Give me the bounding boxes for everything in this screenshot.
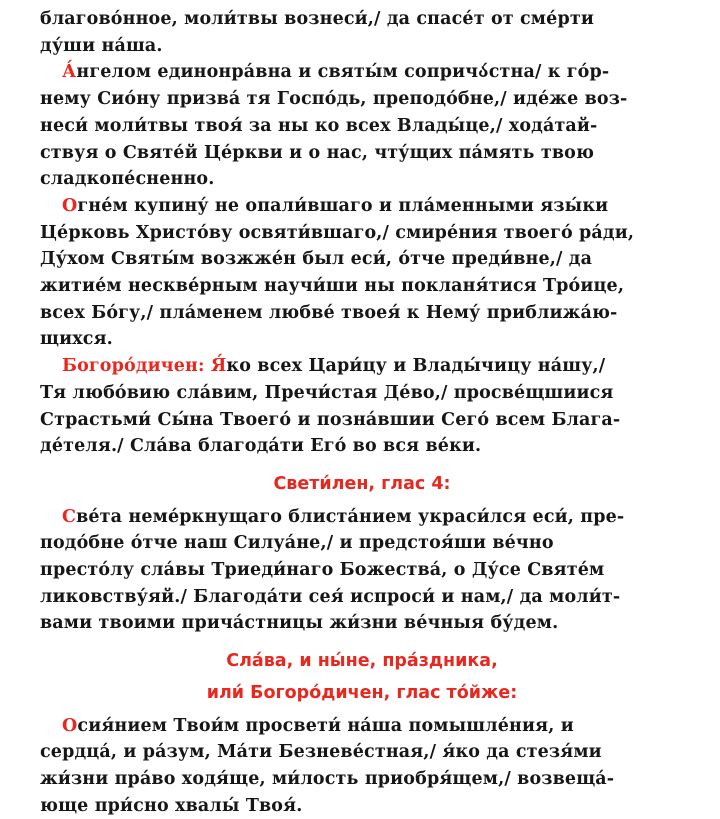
drop-letter: А́ [62, 62, 77, 83]
troparion-fire [40, 193, 684, 353]
text-line [40, 504, 684, 531]
text-line-body: сия́нием Твои́м просвети́ на́ша помышле́ния, и [77, 715, 574, 736]
text-line: жи́зни пра́во ходя́ще, ми́лость приобря́щем,/ возвеща́- [40, 768, 615, 789]
text-line: благово́нное, моли́твы вознеси́,/ да спасе́т от сме́рти [40, 9, 594, 29]
text-line-body: ко всех Цари́цу и Влады́чицу на́шу,/ [226, 356, 606, 377]
troparion-continuation [40, 6, 684, 59]
text-line: ду́ши на́ша. [40, 35, 163, 56]
text-line: нему Сио́ну призва́ тя Госпо́дь, преподо́бне,/ иде́же воз- [40, 89, 628, 110]
text-line: житие́м нескве́рным научи́ши ны покланя́тися Тро́ице, [40, 276, 625, 297]
section-heading-slava: Сла́ва, и ны́не, пра́здника, [226, 651, 498, 672]
text-line: сердца́, и ра́зум, Ма́ти Безневе́стная,/ я́ко да стезя́ми [40, 742, 602, 763]
text-line [40, 59, 684, 86]
theotokion [40, 353, 684, 460]
text-line: ликовству́яй./ Благода́ти сея́ испроси́ и нам,/ да моли́т- [40, 586, 621, 607]
troparion-angelic [40, 59, 684, 193]
theotokion-label: Богоро́дичен: Я́ [62, 356, 227, 377]
text-line: сладкопе́сненно. [40, 169, 215, 190]
text-line: ствуя о Святе́й Це́ркви и о нас, чту́щих па́мять твою [40, 142, 595, 163]
text-line: подо́бне о́тче наш Силуа́не,/ и предстоя́ши ве́чно [40, 533, 554, 554]
text-line: юще при́сно хвалы́ Твоя́. [40, 795, 303, 816]
text-line: Тя любо́вию сла́вим, Пречи́стая Де́во,/ просве́щшиися [40, 382, 614, 403]
text-line [40, 713, 684, 740]
text-line-body: гне́м купину́ не опали́вшаго и пла́менными язы́ки [77, 195, 609, 216]
drop-letter: С [62, 506, 77, 527]
text-line: всех Бо́гу,/ пла́менем любве́ твоея́ к Нему́ приближа́ю- [40, 302, 618, 323]
text-line: Це́рковь Христо́ву освяти́вшаго,/ смире́ния твоего́ ра́ди, [40, 222, 635, 243]
drop-letter: О [62, 715, 78, 736]
text-line: вами твоими прича́стницы жи́зни ве́чныя бу́дем. [40, 613, 559, 634]
text-line: де́теля./ Сла́ва благода́ти Его́ во вся ве́ки. [40, 436, 482, 457]
section-heading-svetilen: Свети́лен, глас 4: [273, 473, 451, 494]
text-line: щихся. [40, 329, 113, 350]
section-heading-theotokion: или́ Богоро́дичен, глас то́йже: [206, 682, 518, 703]
text-line: неси́ моли́твы твоя́ за ны ко всех Влады́це,/ хода́тай- [40, 115, 598, 136]
text-line-body: ве́та неме́ркнущаго блиста́нием украси́лся еси́, пре- [76, 506, 625, 527]
text-line: Ду́хом Святы́м возжже́н был еси́, о́тче преди́вне,/ да [40, 249, 593, 270]
text-line: престо́лу сла́вы Триеди́наго Божества́, о Ду́се Святе́м [40, 560, 605, 581]
text-line [40, 193, 684, 220]
text-line: Страстьми́ Сы́на Твоего́ и позна́вшии Сего́ всем Блага- [40, 409, 621, 430]
text-line [40, 353, 684, 380]
drop-letter: О [62, 195, 78, 216]
text-line-body: нгелом единонра́вна и святы́м сопричა́стна/ к го́р- [76, 62, 610, 83]
svetilen-text [40, 504, 684, 638]
theotokion-text [40, 713, 684, 819]
